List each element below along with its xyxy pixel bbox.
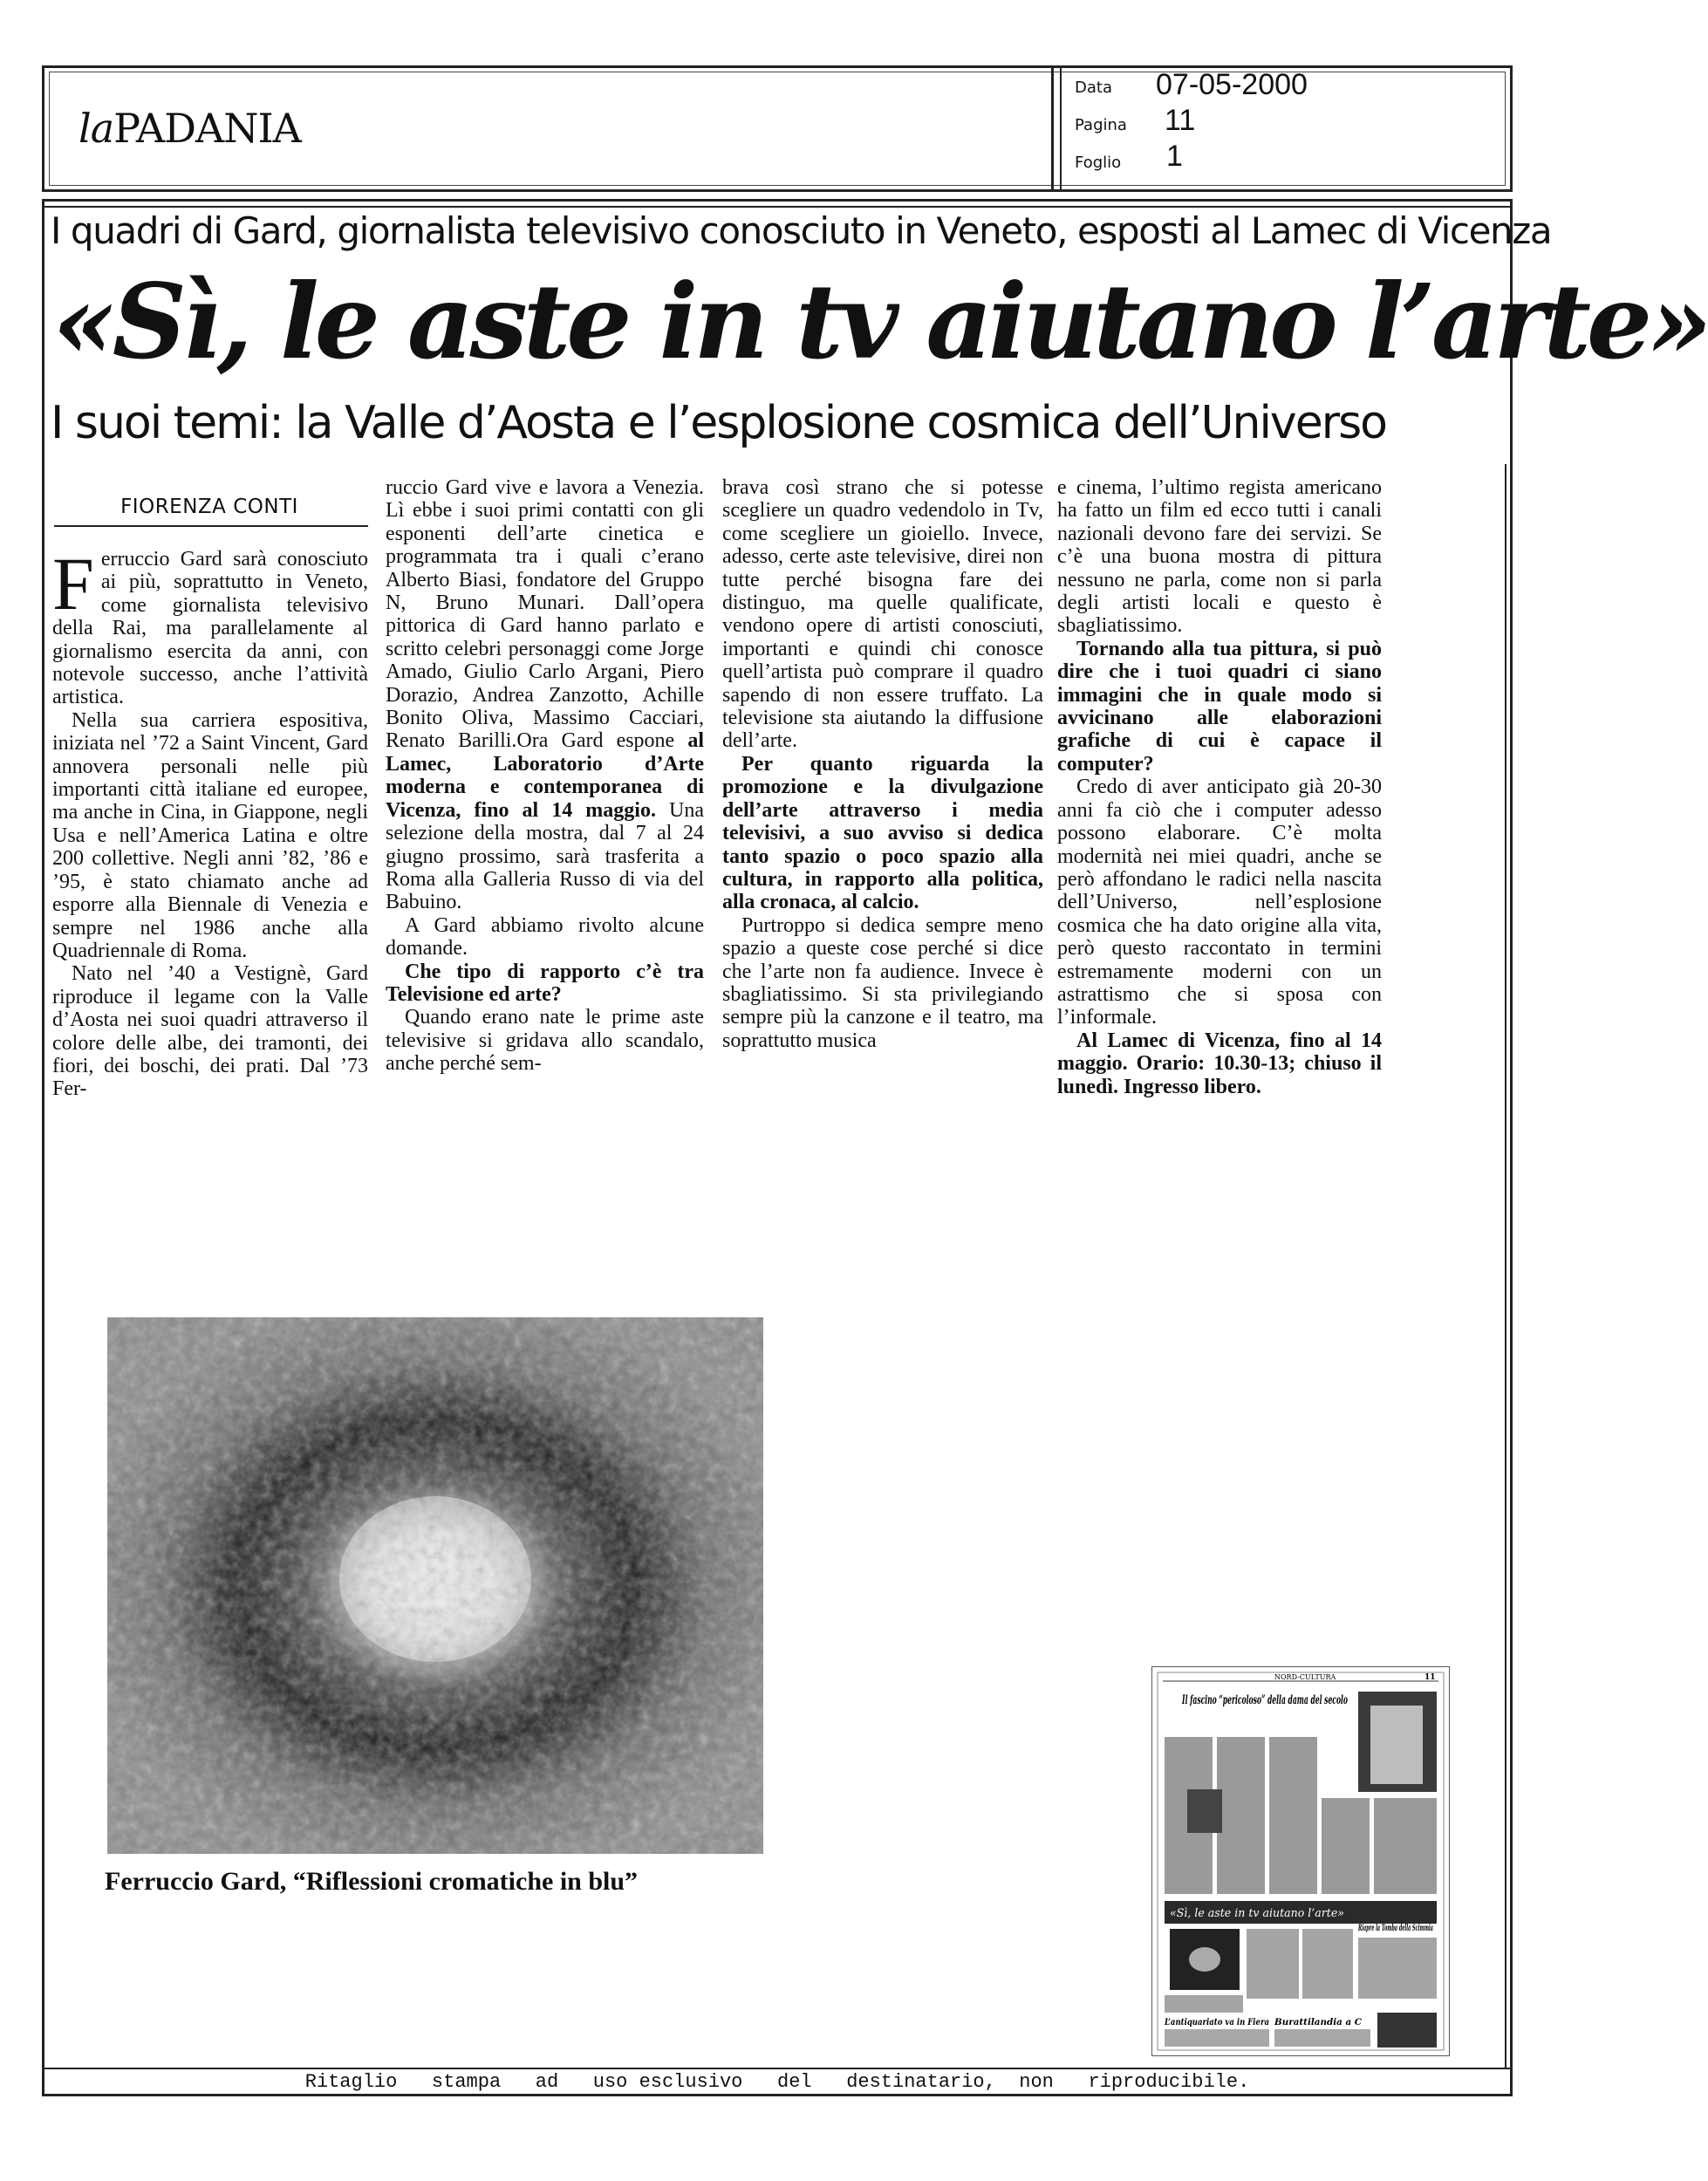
thumb-section: NORD-CULTURA: [1274, 1673, 1336, 1681]
paragraph: Quando erano nate le prime aste televisive si gridava allo scandalo, anche perché sem-: [386, 1006, 704, 1076]
info-text: Al Lamec di Vicenza, fino al 14 maggio. Orario: 10.30-13; chiuso il lunedì. Ingresso libero.: [1057, 1029, 1382, 1098]
article-column-1: [52, 542, 368, 1101]
info-box: [1057, 1029, 1382, 1098]
footer-notice: Ritaglio stampa ad uso esclusivo del destinatario, non riproducibile.: [304, 2071, 1250, 2093]
thumb-story4-title: L’antiquariato va in Fiera: [1164, 2018, 1269, 2027]
paragraph: erruccio Gard sarà conosciuto ai più, soprattutto in Veneto, come giornalista televisivo della Rai, ma parallelamente al giornalismo esercita da anni, con notevole successo, anche l’attività artistica.: [52, 548, 368, 709]
paragraph: Nella sua carriera espositiva, iniziata nel ’72 a Saint Vincent, Gard annovera personali nelle più importanti città italiane ed europee, ma anche in Cina, in Giappone, negli Usa e nell’America Latina e oltre 200 collettive. Negli anni ’82, ’86 e ’95, è stato chiamato anche ad esporre alla Biennale di Venezia e sempre nel 1986 anche alla Quadriennale di Roma.: [52, 708, 368, 962]
thumb-story3-title: Riapre la Tomba della Scimmia: [1357, 1924, 1433, 1933]
exhibition-info: al Lamec, Laboratorio d’Arte moderna e contemporanea di Vicenza, fino al 14 maggio.: [386, 729, 704, 822]
date-label: Data: [1075, 79, 1112, 97]
page-value: 11: [1165, 104, 1196, 137]
sheet-label: Foglio: [1075, 154, 1122, 172]
page-thumbnail: [1151, 1666, 1450, 2056]
article-headline: «Sì, le aste in tv aiutano l’arte»: [52, 261, 1708, 382]
newspaper-logo: laPADANIA: [79, 105, 301, 152]
thumb-story2-title: «Sì, le aste in tv aiutano l’arte»: [1170, 1907, 1345, 1920]
sheet-value: 1: [1166, 140, 1183, 173]
paragraph: Una selezione della mostra, dal 7 al 24 giugno prossimo, sarà trasferita a Roma alla Galleria Russo di via del Babuino.: [386, 798, 705, 914]
paragraph: Purtroppo si dedica sempre meno spazio a queste cose perché si dice che l’arte non fa audience. Invece è sbagliatissimo. Si sta privilegiando sempre più la canzone e il teatro, ma soprattutto musica: [722, 913, 1043, 1052]
article-subhead: I suoi temi: la Valle d’Aosta e l’esplosione cosmica dell’Universo: [51, 397, 1386, 449]
paragraph: Credo di aver anticipato già 20-30 anni fa ciò che i computer adesso possono elaborare. C’è molta modernità nei miei quadri, anche se però affondano le radici nella nascita dell’Universo, nell’esplosione cosmica che ha dato origine alla vita, però questo raccontato in termini estremamente moderni con un astrattismo che si sposa con l’informale.: [1057, 776, 1382, 1029]
thumb-page: 11: [1424, 1673, 1436, 1682]
thumb-story1-title: Il fascino “pericoloso” della dama del secolo: [1181, 1693, 1348, 1707]
article-column-4: [1057, 476, 1382, 1098]
article-kicker: I quadri di Gard, giornalista televisivo conosciuto in Veneto, esposti al Lamec di Vicenza: [51, 209, 1552, 252]
byline-rule: [54, 525, 368, 527]
question: [1057, 638, 1382, 776]
question-text: Tornando alla tua pittura, si può dire che i tuoi quadri ci siano immagini che in quale modo si avvicinano alle elaborazioni grafiche di cui è capace il computer?: [1057, 637, 1382, 776]
header-divider: [1060, 65, 1062, 192]
question: [722, 753, 1043, 914]
drop-cap: F: [52, 542, 94, 626]
artwork-image: [107, 1317, 763, 1854]
question: [386, 961, 704, 1007]
article-top-rule: [42, 206, 1513, 208]
page-label: Pagina: [1075, 116, 1127, 134]
page-thumbnail-graphic: [1152, 1667, 1449, 2055]
thumb-story5-title: Burattilandia a C: [1273, 2018, 1363, 2027]
article-column-3: [722, 476, 1043, 1052]
paragraph: brava così strano che si potesse scegliere un quadro vedendolo in Tv, come scegliere un gioiello. Invece, adesso, certe aste televisive, direi non tutte perché bisogna fare dei distinguo, ma quelle qualificate, vendono opere di artisti conosciuti, importanti e quindi chi conosce quell’artista può comprare il quadro sapendo di non essere truffato. La televisione sta aiutando la diffusione dell’arte.: [722, 476, 1043, 753]
paragraph: e cinema, l’ultimo regista americano ha fatto un film ed ecco tutti i canali nazionali devono fare dei servizi. Se c’è una buona mostra di pittura nessuno ne parla, come non si parla degli artisti locali e questo è sbagliatissimo.: [1057, 476, 1382, 638]
paragraph: A Gard abbiamo rivolto alcune domande.: [386, 913, 704, 961]
paragraph: Ora Gard espone: [516, 729, 688, 753]
article-right-rule: [1505, 464, 1506, 2069]
article-column-2: [386, 476, 704, 1076]
artwork-photo: [107, 1317, 763, 1854]
header-divider: [1051, 65, 1054, 192]
date-value: 07-05-2000: [1156, 68, 1308, 101]
question-text: Che tipo di rapporto c’è tra Televisione ed arte?: [386, 960, 704, 1006]
byline: FIORENZA CONTI: [120, 496, 298, 518]
paragraph: Nato nel ’40 a Vestignè, Gard riproduce il legame con la Valle d’Aosta nei suoi quadri attraverso il colore delle albe, dei tramonti, dei fiori, dei boschi, dei prati. Dal ’73 Fer-: [52, 962, 368, 1101]
paragraph: ruccio Gard vive e lavora a Venezia. Lì ebbe i suoi primi contatti con gli esponenti dell’arte cinetica e programmata tra i quali c’erano Alberto Biasi, fondatore del Gruppo N, Bruno Munari. Dall’opera pittorica di Gard hanno parlato e scritto celebri personaggi come Jorge Amado, Giulio Carlo Argani, Piero Dorazio, Andrea Zanzotto, Achille Bonito Oliva, Massimo Cacciari, Renato Barilli.: [386, 476, 704, 753]
photo-caption: Ferruccio Gard, “Riflessioni cromatiche in blu”: [105, 1867, 639, 1896]
question-text: Per quanto riguarda la promozione e la divulgazione dell’arte attraverso i media televisivi, a suo avviso si dedica tanto spazio o poco spazio alla cultura, in rapporto alla politica, alla cronaca, al calcio.: [722, 752, 1043, 914]
footer-rule: [42, 2094, 1513, 2096]
footer-rule: [42, 2068, 1513, 2069]
